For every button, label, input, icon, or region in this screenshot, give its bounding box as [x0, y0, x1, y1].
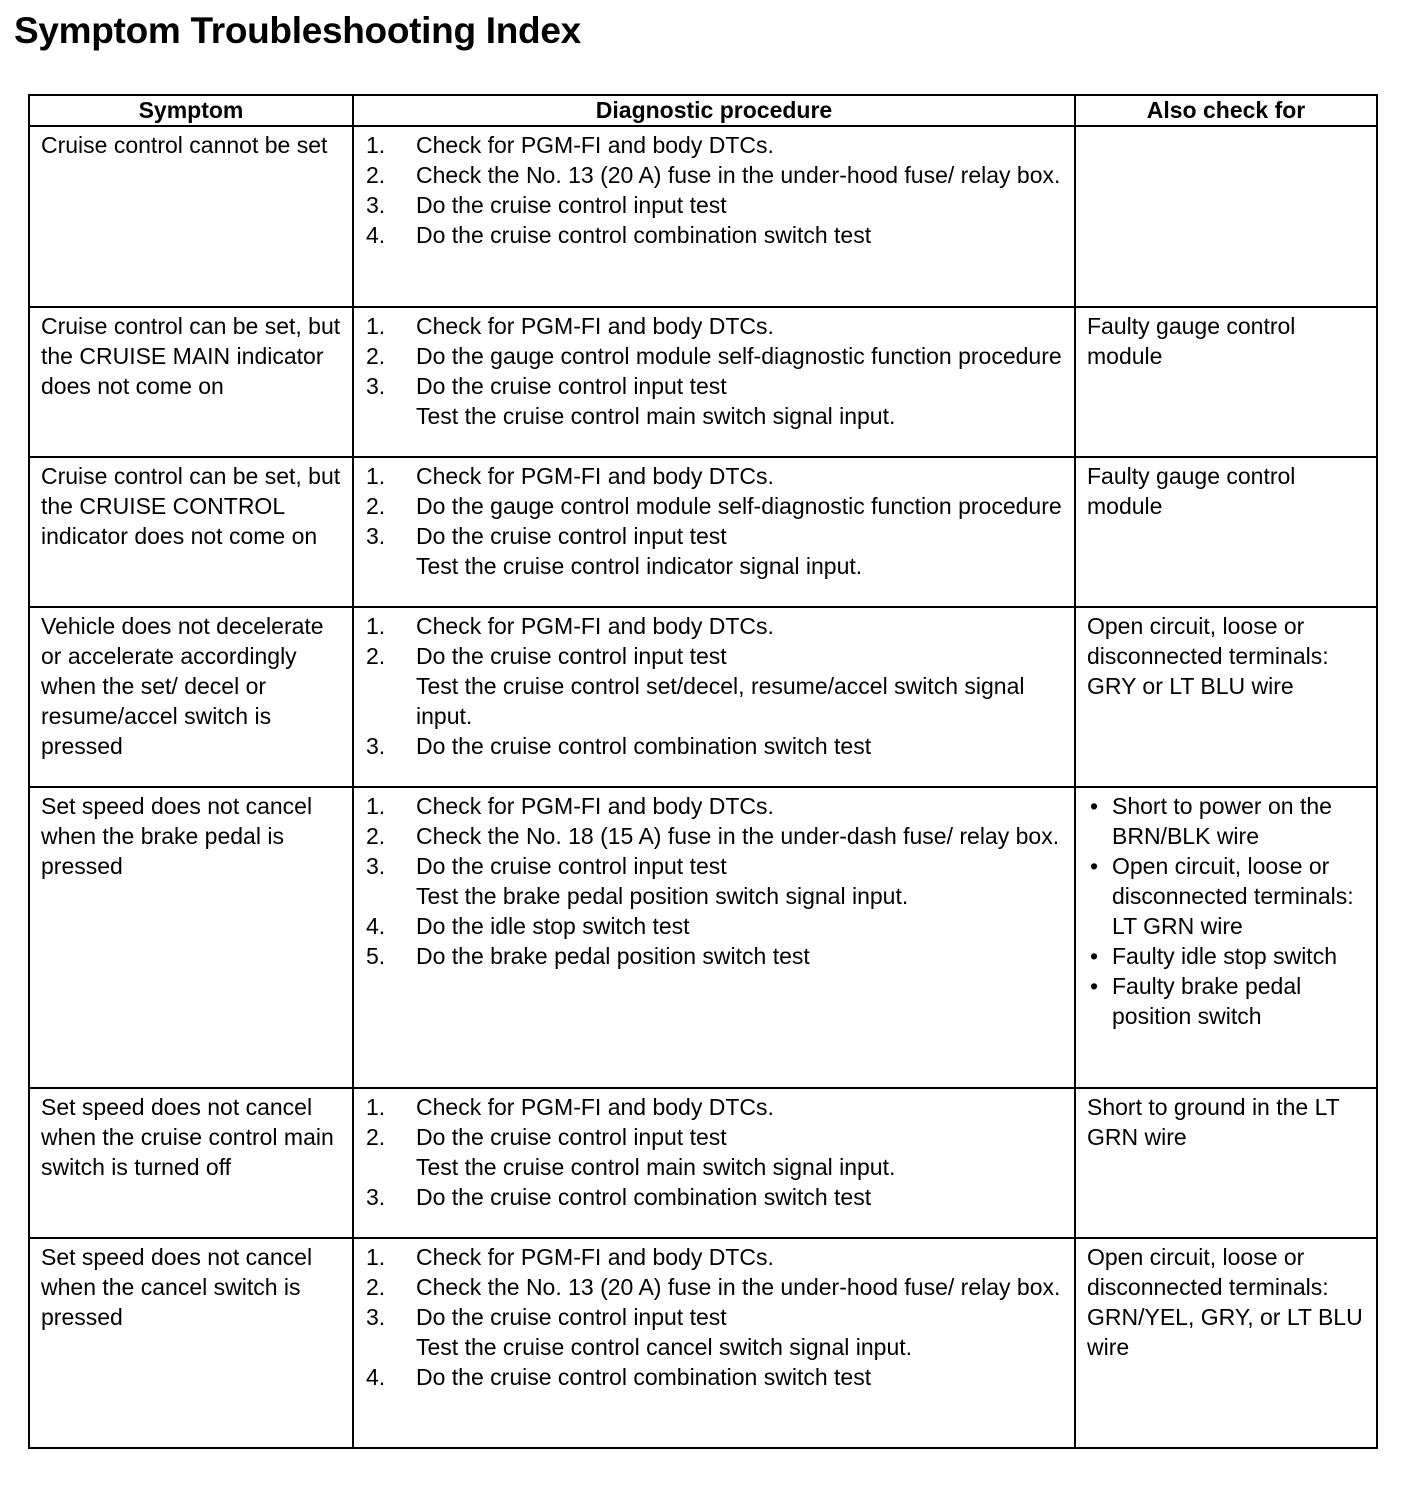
step-number: 1.	[366, 1244, 386, 1270]
step-number: 4.	[366, 1364, 386, 1390]
procedure-step	[366, 641, 1068, 731]
step-number: 1.	[366, 132, 386, 158]
step-text: Do the gauge control module self-diagnostic function procedure	[416, 343, 1062, 369]
procedure-step	[366, 791, 1068, 821]
procedure-step	[366, 491, 1068, 521]
procedure-step	[366, 851, 1068, 911]
also-check-cell	[1075, 1088, 1377, 1238]
also-check-item	[1090, 941, 1372, 971]
step-number: 1.	[366, 613, 386, 639]
step-text: Do the idle stop switch test	[416, 913, 690, 939]
step-text: Do the gauge control module self-diagnostic function procedure	[416, 493, 1062, 519]
step-text: Check the No. 13 (20 A) fuse in the under-hood fuse/ relay box.	[416, 162, 1061, 188]
also-check-text: Open circuit, loose or disconnected terminals: GRN/YEL, GRY, or LT BLU wire	[1087, 1244, 1363, 1360]
step-number: 1.	[366, 463, 386, 489]
symptom-text: Set speed does not cancel when the brake pedal is pressed	[41, 793, 313, 879]
also-check-list	[1076, 788, 1376, 1031]
header-also-check-for: Also check for	[1075, 95, 1377, 126]
also-check-text: Open circuit, loose or disconnected terminals: GRY or LT BLU wire	[1087, 613, 1329, 699]
procedure-step	[366, 130, 1068, 160]
step-text: Do the cruise control input test	[416, 1304, 727, 1330]
step-text: Do the cruise control combination switch test	[416, 1184, 872, 1210]
procedure-cell	[353, 787, 1075, 1088]
step-number: 2.	[366, 1124, 386, 1150]
step-number: 2.	[366, 643, 386, 669]
also-check-item	[1090, 791, 1372, 851]
also-check-cell	[1075, 607, 1377, 787]
step-text: Do the cruise control input test	[416, 1124, 727, 1150]
also-check-item	[1090, 851, 1372, 941]
also-check-cell	[1075, 307, 1377, 457]
table-body	[29, 126, 1377, 1448]
procedure-step	[366, 311, 1068, 341]
step-text: Check for PGM-FI and body DTCs.	[416, 132, 774, 158]
step-number: 2.	[366, 1274, 386, 1300]
procedure-cell	[353, 307, 1075, 457]
procedure-steps	[354, 788, 1074, 971]
procedure-step	[366, 1302, 1068, 1362]
step-text: Do the cruise control input test	[416, 192, 727, 218]
procedure-step	[366, 1092, 1068, 1122]
table-row	[29, 457, 1377, 607]
also-check-item	[1090, 971, 1372, 1031]
also-check-text: Faulty brake pedal position switch	[1112, 973, 1302, 1029]
step-subtext: Test the brake pedal position switch signal input.	[416, 883, 909, 909]
procedure-steps	[354, 1089, 1074, 1212]
procedure-step	[366, 461, 1068, 491]
step-subtext: Test the cruise control set/decel, resume/accel switch signal input.	[416, 673, 1025, 729]
step-number: 4.	[366, 222, 386, 248]
step-number: 4.	[366, 913, 386, 939]
step-text: Check for PGM-FI and body DTCs.	[416, 1244, 774, 1270]
step-number: 3.	[366, 192, 386, 218]
procedure-step	[366, 160, 1068, 190]
procedure-step	[366, 371, 1068, 431]
symptom-text: Cruise control can be set, but the CRUISE MAIN indicator does not come on	[41, 313, 341, 399]
step-text: Do the cruise control input test	[416, 853, 727, 879]
step-number: 3.	[366, 1304, 386, 1330]
procedure-cell	[353, 1088, 1075, 1238]
procedure-step	[366, 341, 1068, 371]
also-check-cell	[1075, 126, 1377, 307]
table-row	[29, 607, 1377, 787]
symptom-index-table	[28, 94, 1378, 1449]
procedure-step	[366, 1182, 1068, 1212]
step-text: Do the cruise control input test	[416, 373, 727, 399]
procedure-step	[366, 611, 1068, 641]
bullet-icon: •	[1090, 793, 1099, 819]
procedure-step	[366, 190, 1068, 220]
step-number: 3.	[366, 853, 386, 879]
procedure-step	[366, 821, 1068, 851]
also-check-cell	[1075, 457, 1377, 607]
symptom-text: Cruise control cannot be set	[41, 132, 328, 158]
step-number: 5.	[366, 943, 386, 969]
symptom-cell	[29, 1088, 353, 1238]
procedure-cell	[353, 126, 1075, 307]
procedure-steps	[354, 308, 1074, 431]
step-subtext: Test the cruise control main switch signal input.	[416, 1154, 896, 1180]
bullet-icon: •	[1090, 853, 1099, 879]
step-number: 2.	[366, 162, 386, 188]
step-text: Do the brake pedal position switch test	[416, 943, 810, 969]
procedure-step	[366, 1362, 1068, 1392]
procedure-steps	[354, 127, 1074, 250]
step-text: Check for PGM-FI and body DTCs.	[416, 463, 774, 489]
step-subtext: Test the cruise control indicator signal input.	[416, 553, 863, 579]
symptom-cell	[29, 307, 353, 457]
also-check-text: Faulty gauge control module	[1087, 463, 1296, 519]
also-check-cell	[1075, 787, 1377, 1088]
header-diagnostic-procedure: Diagnostic procedure	[353, 95, 1075, 126]
step-text: Check for PGM-FI and body DTCs.	[416, 613, 774, 639]
also-check-text	[1076, 127, 1376, 130]
also-check-text: Open circuit, loose or disconnected terminals: LT GRN wire	[1112, 853, 1354, 939]
also-check-text: Short to ground in the LT GRN wire	[1087, 1094, 1340, 1150]
symptom-text: Vehicle does not decelerate or accelerate accordingly when the set/ decel or resume/accel switch is pressed	[41, 613, 324, 759]
step-number: 3.	[366, 1184, 386, 1210]
procedure-step	[366, 731, 1068, 761]
procedure-steps	[354, 608, 1074, 761]
step-number: 2.	[366, 343, 386, 369]
procedure-cell	[353, 1238, 1075, 1448]
step-text: Do the cruise control input test	[416, 523, 727, 549]
procedure-cell	[353, 607, 1075, 787]
symptom-text: Set speed does not cancel when the cruise control main switch is turned off	[41, 1094, 334, 1180]
procedure-step	[366, 911, 1068, 941]
procedure-cell	[353, 457, 1075, 607]
also-check-text: Faulty gauge control module	[1087, 313, 1296, 369]
symptom-cell	[29, 457, 353, 607]
step-text: Do the cruise control combination switch test	[416, 222, 872, 248]
table-row	[29, 307, 1377, 457]
table-row	[29, 787, 1377, 1088]
step-number: 1.	[366, 793, 386, 819]
also-check-text: Short to power on the BRN/BLK wire	[1112, 793, 1332, 849]
bullet-icon: •	[1090, 973, 1099, 999]
step-text: Check the No. 13 (20 A) fuse in the under-hood fuse/ relay box.	[416, 1274, 1061, 1300]
step-number: 2.	[366, 823, 386, 849]
step-text: Check for PGM-FI and body DTCs.	[416, 1094, 774, 1120]
procedure-step	[366, 220, 1068, 250]
also-check-cell	[1075, 1238, 1377, 1448]
step-text: Do the cruise control input test	[416, 643, 727, 669]
symptom-text: Cruise control can be set, but the CRUISE CONTROL indicator does not come on	[41, 463, 341, 549]
symptom-cell	[29, 126, 353, 307]
step-text: Do the cruise control combination switch test	[416, 1364, 872, 1390]
step-number: 3.	[366, 373, 386, 399]
page-title: Symptom Troubleshooting Index	[14, 10, 581, 51]
step-text: Check the No. 18 (15 A) fuse in the under-dash fuse/ relay box.	[416, 823, 1060, 849]
header-row	[29, 95, 1377, 126]
procedure-step	[366, 1242, 1068, 1272]
symptom-cell	[29, 1238, 353, 1448]
step-text: Check for PGM-FI and body DTCs.	[416, 793, 774, 819]
procedure-step	[366, 1272, 1068, 1302]
bullet-icon: •	[1090, 943, 1099, 969]
step-number: 1.	[366, 1094, 386, 1120]
procedure-step	[366, 521, 1068, 581]
symptom-cell	[29, 787, 353, 1088]
symptom-cell	[29, 607, 353, 787]
step-subtext: Test the cruise control cancel switch signal input.	[416, 1334, 913, 1360]
table-row	[29, 1238, 1377, 1448]
step-number: 3.	[366, 733, 386, 759]
step-number: 2.	[366, 493, 386, 519]
procedure-step	[366, 941, 1068, 971]
step-text: Check for PGM-FI and body DTCs.	[416, 313, 774, 339]
step-number: 1.	[366, 313, 386, 339]
procedure-steps	[354, 1239, 1074, 1392]
table-row	[29, 126, 1377, 307]
symptom-text: Set speed does not cancel when the cancel switch is pressed	[41, 1244, 313, 1330]
step-subtext: Test the cruise control main switch signal input.	[416, 403, 896, 429]
also-check-text: Faulty idle stop switch	[1112, 943, 1337, 969]
header-symptom: Symptom	[29, 95, 353, 126]
step-text: Do the cruise control combination switch test	[416, 733, 872, 759]
table-row	[29, 1088, 1377, 1238]
step-number: 3.	[366, 523, 386, 549]
procedure-step	[366, 1122, 1068, 1182]
procedure-steps	[354, 458, 1074, 581]
